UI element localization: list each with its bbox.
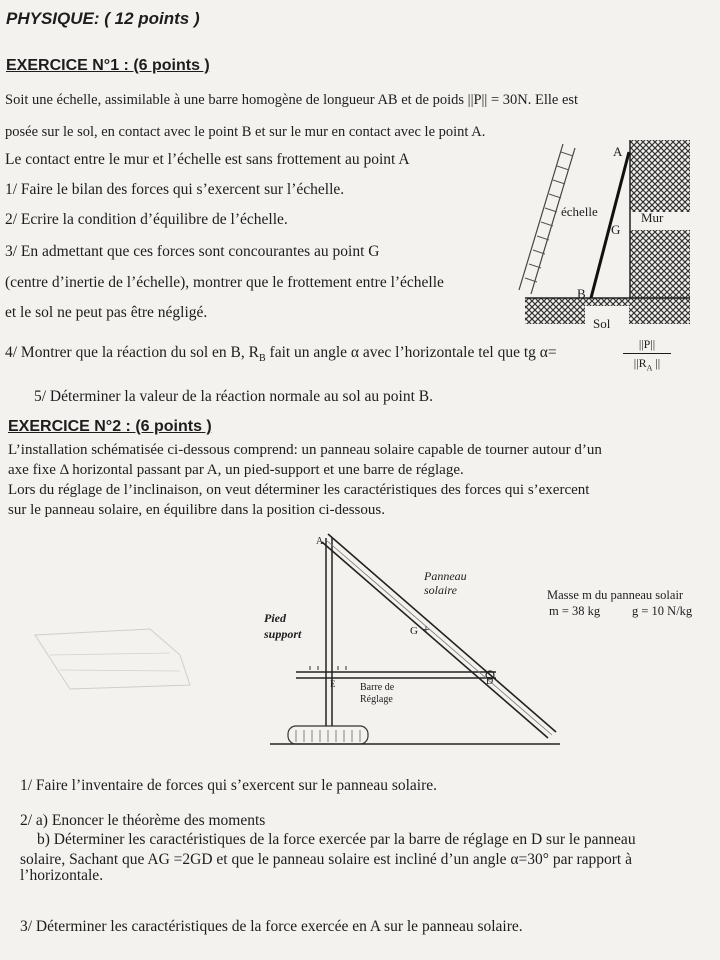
ex1-question-4: [5, 343, 557, 369]
section-title: PHYSIQUE: ( 12 points ): [6, 9, 200, 28]
faint-background-sketch: [30, 625, 210, 695]
ex1-question-2: 2/ Ecrire la condition d’équilibre de l’échelle.: [5, 211, 288, 228]
label-barre-1: Barre de: [360, 682, 395, 693]
support-base-texture: [296, 730, 360, 742]
ex2-question-1: 1/ Faire l’inventaire de forces qui s’exercent sur le panneau solaire.: [20, 777, 438, 794]
label-sol: Sol: [593, 316, 611, 331]
label-panneau-1: Panneau: [424, 569, 467, 583]
label-pied-1: Pied: [264, 611, 286, 625]
ex1-text-line-1: Soit une échelle, assimilable à une barre homogène de longueur AB et de poids ||P|| = 30N. Elle est: [5, 92, 579, 108]
ex1-question-3c: et le sol ne peut pas être négligé.: [5, 304, 208, 321]
label-pied-2: support: [264, 627, 302, 641]
ex2-paragraph-line-2: axe fixe Δ horizontal passant par A, un pied-support et une barre de réglage.: [8, 462, 464, 478]
ex2-paragraph-line-4: sur le panneau solaire, en équilibre dans la position ci-dessous.: [8, 502, 385, 518]
ex1-q4-den-end: ||: [652, 356, 661, 370]
label-barre-2: Réglage: [360, 694, 393, 705]
solar-panel-figure: [260, 524, 570, 754]
ex1-q4-denominator: [623, 354, 671, 375]
ex1-text-line-3: Le contact entre le mur et l’échelle est sans frottement au point A: [5, 151, 410, 168]
label-mur: Mur: [641, 210, 664, 225]
ex1-question-3a: 3/ En admettant que ces forces sont concourantes au point G: [5, 243, 380, 260]
gravity-value: g = 10 N/kg: [632, 604, 693, 618]
ex1-question-1: 1/ Faire le bilan des forces qui s’exercent sur l’échelle.: [5, 181, 345, 198]
ex2-paragraph-line-3: Lors du réglage de l’inclinaison, on veut déterminer les caractéristiques des forces qui s’exercent: [8, 482, 590, 498]
ex1-text-line-2: posée sur le sol, en contact avec le point B et sur le mur en contact avec le point A.: [5, 124, 486, 140]
ex2-paragraph-line-1: L’installation schématisée ci-dessous comprend: un panneau solaire capable de tourner autour d’un: [8, 442, 602, 458]
bar-ab: [591, 152, 629, 298]
label-a: A: [316, 536, 324, 547]
label-echelle: échelle: [561, 204, 598, 219]
masse-title: Masse m du panneau solair: [547, 588, 684, 602]
label-g: G: [410, 625, 418, 637]
ex1-question-5: 5/ Déterminer la valeur de la réaction normale au sol au point B.: [34, 388, 433, 405]
ex1-q4-den-subscript: A: [646, 363, 653, 373]
wall-top-hatch: [630, 140, 690, 212]
ex1-question-3b: (centre d’inertie de l’échelle), montrer que le frottement entre l’échelle: [5, 274, 444, 291]
point-g-cross: +: [422, 623, 430, 638]
ex2-question-2b-line-2: solaire, Sachant que AG =2GD et que le panneau solaire est incliné d’un angle α=30° par rapport à: [20, 851, 632, 868]
ex2-question-3: 3/ Déterminer les caractéristiques de la force exercée en A sur le panneau solaire.: [20, 918, 523, 935]
ex2-question-2b-line-3: l’horizontale.: [20, 867, 104, 884]
label-b: B: [577, 286, 586, 301]
ex2-question-2b-line-1: b) Déterminer les caractéristiques de la force exercée par la barre de réglage en D sur le panneau: [37, 831, 636, 848]
exercise-2-heading: EXERCICE N°2 : (6 points ): [8, 418, 212, 435]
label-panneau-2: solaire: [424, 583, 457, 597]
label-g: G: [611, 222, 621, 237]
ladder-illustration: [519, 144, 575, 294]
ex1-q4-prefix: 4/ Montrer que la réaction du sol en B, R: [5, 344, 259, 361]
barre-reglage-holes: [310, 666, 346, 670]
ladder-figure: [505, 130, 700, 340]
ex2-question-2a: 2/ a) Enoncer le théorème des moments: [20, 812, 266, 829]
exercise-1-heading: EXERCICE N°1 : (6 points ): [6, 57, 210, 74]
label-a: A: [613, 144, 623, 159]
ex1-q4-subscript: B: [258, 353, 266, 365]
label-d: D: [486, 676, 494, 687]
ex1-q4-den-text: ||R: [633, 356, 647, 370]
masse-value: m = 38 kg: [549, 604, 601, 618]
ex1-q4-numerator: ||P||: [623, 337, 671, 354]
ex1-q4-fraction: [623, 337, 671, 375]
wall-bottom-hatch: [630, 230, 690, 298]
ex1-q4-suffix: fait un angle α avec l’horizontale tel que tg α=: [265, 344, 557, 361]
label-e: E: [330, 679, 336, 689]
